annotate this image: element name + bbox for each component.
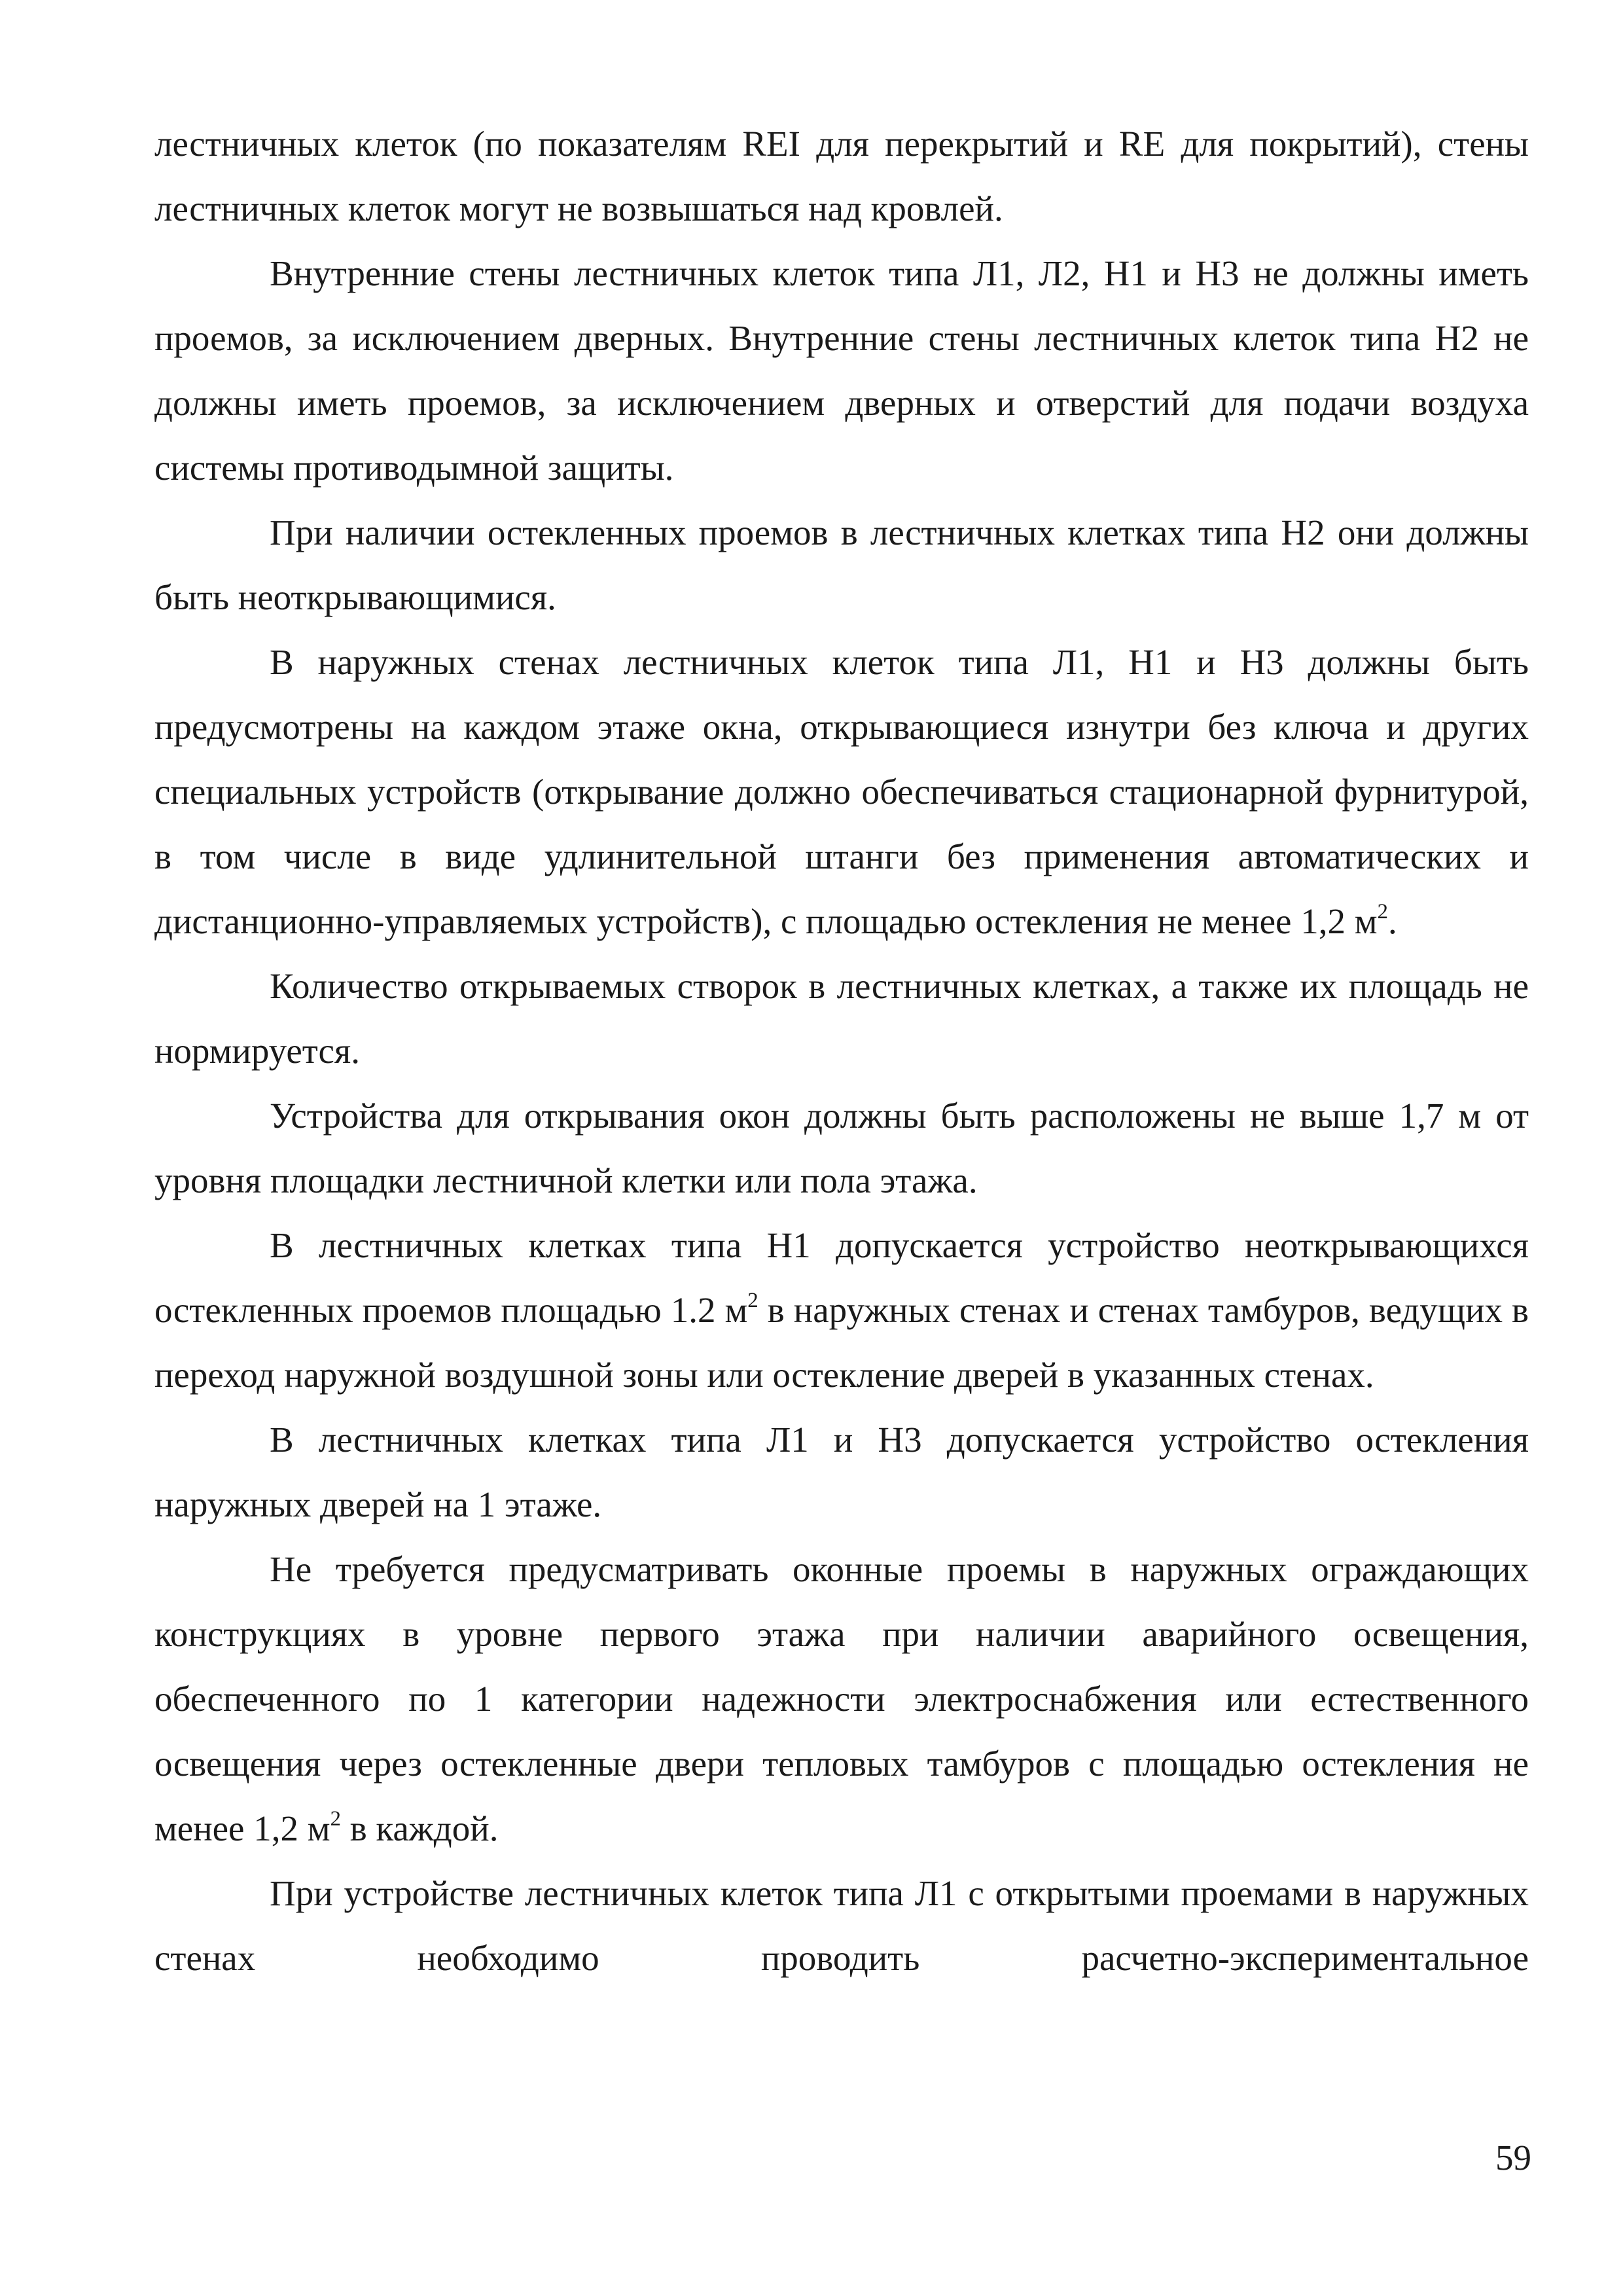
superscript-squared: 2	[330, 1806, 342, 1831]
paragraph-10: При устройстве лестничных клеток типа Л1 с открытыми проемами в наружных стенах необходимо проводить расчетно-экспериментальное	[154, 1873, 1529, 1978]
paragraph-1: лестничных клеток (по показателям REI для перекрытий и RE для покрытий), стены лестничных клеток могут не возвышаться над кровлей.	[154, 124, 1529, 228]
paragraph-9-text-a: Не требуется предусматривать оконные проемы в наружных ограждающих конструкциях в уровне первого этажа при наличии аварийного освещения, обеспеченного по 1 категории надежности электроснабжения или естественного освещения через остекленные двери тепловых тамбуров с площадью остекления не менее 1,2 м	[154, 1549, 1529, 1848]
paragraph-7-text-a: В лестничных клетках типа Н1 допускается устройство неоткрывающихся остекленных проемов площадью 1.2 м	[154, 1225, 1529, 1330]
paragraph-2: Внутренние стены лестничных клеток типа Л1, Л2, Н1 и Н3 не должны иметь проемов, за исключением дверных. Внутренние стены лестничных клеток типа Н2 не должны иметь проемов, за исключением дверных и отверстий для подачи воздуха системы противодымной защиты.	[154, 253, 1529, 488]
page-number: 59	[1495, 2138, 1531, 2178]
paragraph-9-text-b: в каждой.	[349, 1808, 499, 1848]
superscript-squared: 2	[747, 1288, 758, 1312]
paragraph-4-text: В наружных стенах лестничных клеток типа Л1, Н1 и Н3 должны быть предусмотрены на каждом этаже окна, открывающиеся изнутри без ключа и других специальных устройств (открывание должно обеспечиваться стационарной фурнитурой, в том числе в виде удлинительной штанги без применения автоматических и дистанционно-управляемых устройств), с площадью остекления не менее 1,2 м	[154, 642, 1529, 941]
paragraph-6: Устройства для открывания окон должны быть расположены не выше 1,7 м от уровня площадки лестничной клетки или пола этажа.	[154, 1096, 1529, 1200]
paragraph-4-period: .	[1388, 901, 1397, 941]
body-text	[154, 111, 1529, 1990]
paragraph-7	[154, 1213, 1529, 1407]
paragraph-8: В лестничных клетках типа Л1 и Н3 допускается устройство остекления наружных дверей на 1 этаже.	[154, 1420, 1529, 1524]
paragraph-9	[154, 1537, 1529, 1861]
paragraph-3: При наличии остекленных проемов в лестничных клетках типа Н2 они должны быть неоткрывающимися.	[154, 512, 1529, 617]
superscript-squared: 2	[1377, 899, 1389, 924]
paragraph-4	[154, 630, 1529, 954]
paragraph-5: Количество открываемых створок в лестничных клетках, а также их площадь не нормируется.	[154, 966, 1529, 1071]
paragraph-7-text-b: в наружных стенах и стенах тамбуров, ведущих в переход наружной воздушной зоны или остекление дверей в указанных стенах.	[154, 1290, 1529, 1395]
